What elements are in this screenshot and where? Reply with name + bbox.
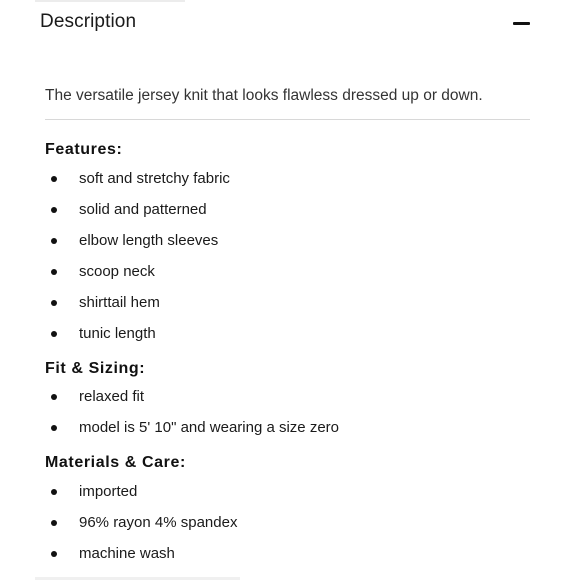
bullet-icon (51, 520, 57, 526)
list-item (50, 292, 530, 314)
list-item-text: solid and patterned (79, 201, 207, 218)
list-item (50, 417, 530, 439)
list-item-text: relaxed fit (79, 388, 145, 405)
list-item (50, 512, 530, 534)
list-item-text: tunic length (79, 325, 156, 342)
list-item (50, 261, 530, 283)
minus-icon[interactable] (513, 22, 530, 25)
bullet-icon (51, 331, 57, 337)
bullet-icon (51, 176, 57, 182)
list-item-text: model is 5' 10" and wearing a size zero (79, 419, 339, 436)
list-item (50, 199, 530, 221)
list-item-text: machine wash (79, 545, 175, 562)
features-heading: Features: (45, 141, 123, 158)
list-item (50, 230, 530, 252)
bullet-icon (51, 551, 57, 557)
bullet-icon (51, 489, 57, 495)
list-item-text: shirttail hem (79, 294, 160, 311)
bullet-icon (51, 269, 57, 275)
list-item (50, 168, 530, 190)
materials-care-heading: Materials & Care: (45, 454, 186, 471)
list-item-text: imported (79, 483, 138, 500)
bullet-icon (51, 300, 57, 306)
accordion-title: Description (40, 11, 137, 32)
section-divider (45, 119, 530, 120)
list-item (50, 543, 530, 565)
list-item (50, 386, 530, 408)
bullet-icon (51, 207, 57, 213)
description-accordion-header[interactable] (0, 0, 580, 48)
bullet-icon (51, 394, 57, 400)
list-item-text: elbow length sleeves (79, 232, 219, 249)
list-item-text: soft and stretchy fabric (79, 170, 230, 187)
bullet-icon (51, 238, 57, 244)
list-item (50, 481, 530, 503)
list-item-text: scoop neck (79, 263, 155, 280)
list-item-text: 96% rayon 4% spandex (79, 514, 238, 531)
bullet-icon (51, 425, 57, 431)
product-summary: The versatile jersey knit that looks flawless dressed up or down. (45, 87, 483, 104)
list-item (50, 323, 530, 345)
fit-sizing-heading: Fit & Sizing: (45, 360, 146, 377)
